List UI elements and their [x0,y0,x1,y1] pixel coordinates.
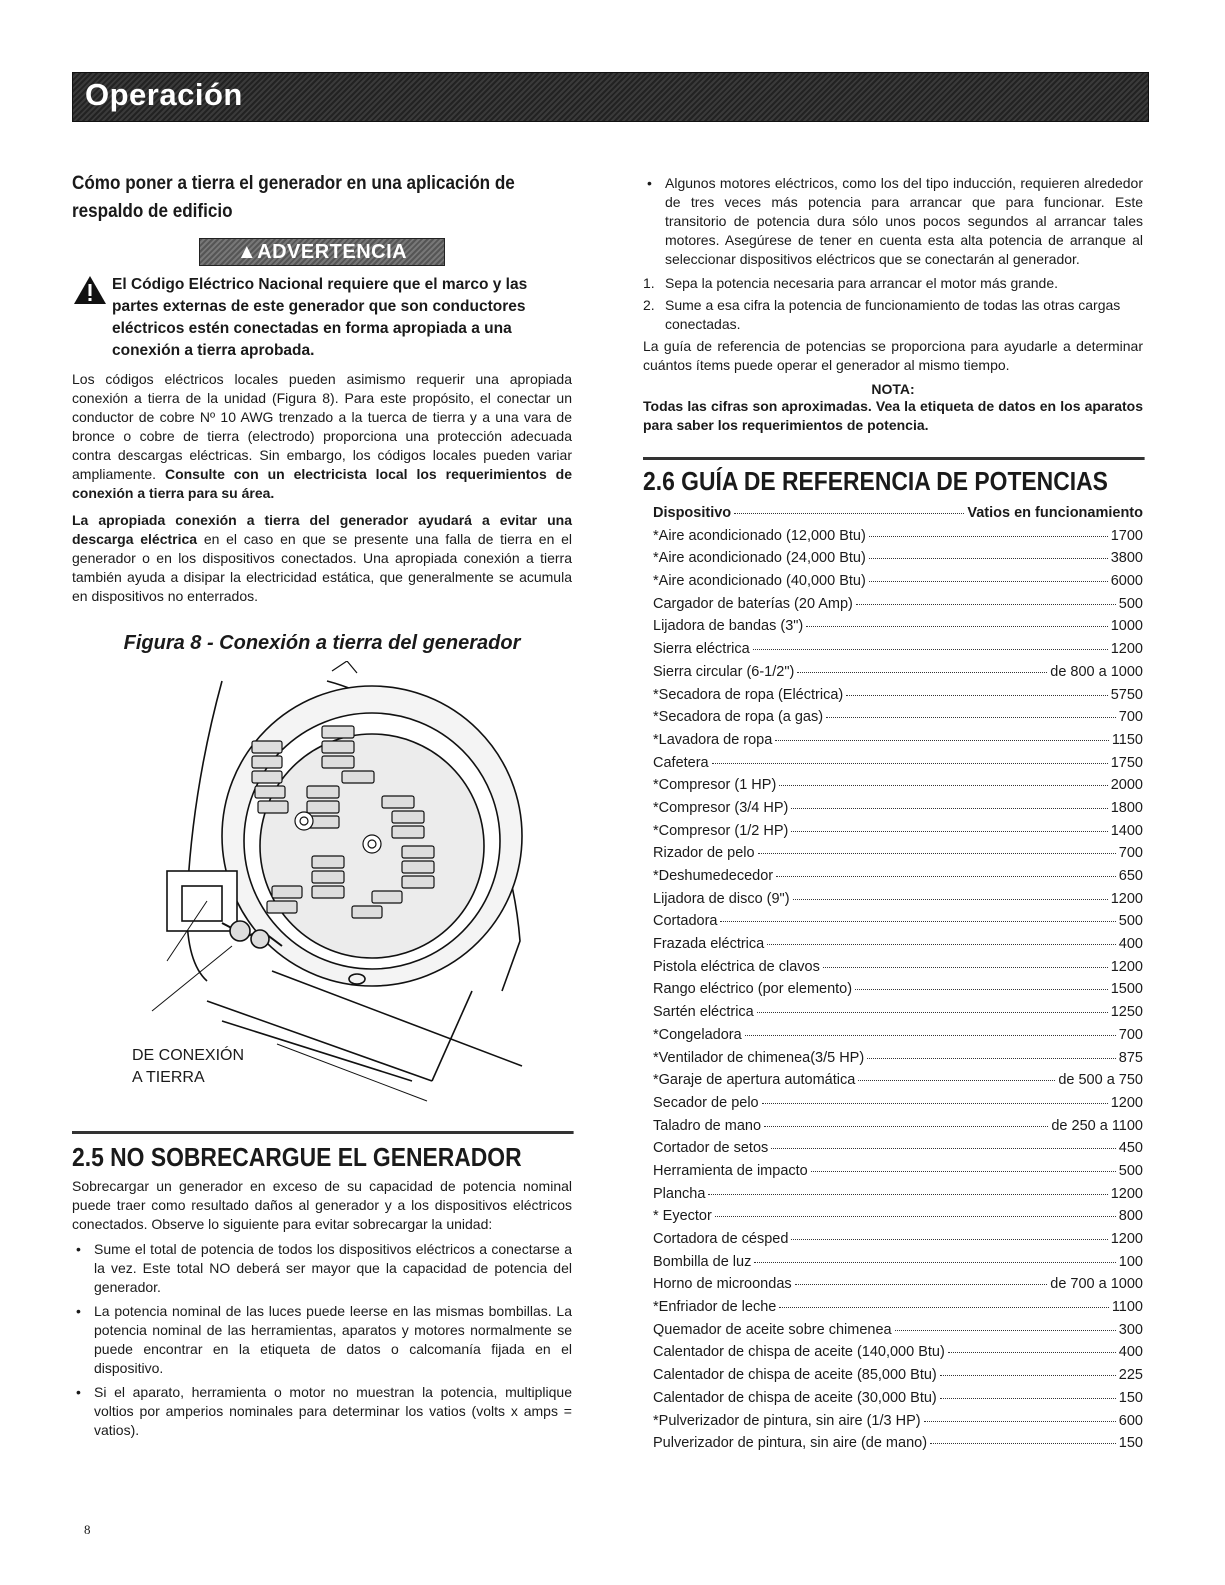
device-name: Rizador de pelo [653,845,755,862]
device-name: *Deshumedecedor [653,868,774,884]
leader-dots [779,785,1107,786]
section-banner [72,72,1149,122]
device-name: Lijadora de bandas (3") [653,618,804,635]
leader-dots [771,1148,1116,1149]
table-row [643,845,1143,868]
list-item: • Algunos motores eléctricos, como los del tipo inducción, requieren alrededor de tres veces más potencia para arrancar que para funcionar. Este transitorio de potencia dura sólo unos pocos segundos al arrancar tales motores. Asegúrese de tener en cuenta esta alta potencia de arranque al seleccionar dispositivos eléctricos que se conectarán al generador. [643,174,1143,269]
motor-bullets [643,174,1143,269]
table-row [643,528,1143,551]
device-name: Calentador de chispa de aceite (85,000 Btu) [653,1367,937,1384]
grounding-paragraph-1 [72,370,572,503]
leader-dots [793,899,1108,900]
left-column [72,170,572,1445]
table-row [643,1390,1143,1413]
table-row [643,1095,1143,1118]
note-text: Todas las cifras son aproximadas. Vea la etiqueta de datos en los aparatos para saber los requerimientos de potencia. [643,398,1143,433]
leader-dots [811,1171,1116,1172]
device-name: *Compresor (1 HP) [653,777,777,794]
grounding-heading: Cómo poner a tierra el generador en una aplicación de respaldo de edificio [72,173,515,222]
device-watts: 1800 [1110,799,1143,816]
device-name: *Ventilador de chimenea(3/5 HP) [653,1049,865,1066]
device-name: Sartén eléctrica [653,1004,754,1021]
list-item: • Sume el total de potencia de todos los dispositivos eléctricos a conectarse a la vez. Este total NO deberá ser mayor que la capacidad de potencia del generador. [72,1240,572,1297]
device-name: Sierra eléctrica [653,641,750,658]
banner-title: Operación [85,77,243,112]
device-watts: 1700 [1110,527,1143,544]
grounding-paragraph-2 [72,511,572,606]
device-watts: 1400 [1110,822,1143,839]
table-row [643,1322,1143,1345]
device-name: Cortadora [653,913,718,930]
device-name: Herramienta de impacto [653,1162,808,1179]
leader-dots [858,1080,1055,1081]
table-row [643,1344,1143,1367]
leader-dots [712,763,1108,764]
table-row [643,1050,1143,1073]
device-name: *Compresor (3/4 HP) [653,799,789,816]
column-header-watts: Vatios en funcionamiento [967,505,1143,521]
device-watts: 1200 [1110,958,1143,975]
table-row [643,709,1143,732]
note-title: NOTA: [871,381,915,397]
steps-list [643,274,1143,334]
device-watts: 650 [1118,868,1143,884]
table-row [643,641,1143,664]
figure-label-line-1: DE CONEXIÓN [132,1047,245,1064]
device-watts: 1000 [1110,618,1143,635]
device-name: *Aire acondicionado (24,000 Btu) [653,550,866,567]
device-name: Frazada eléctrica [653,936,765,953]
device-watts: 500 [1118,913,1143,930]
leader-dots [753,649,1108,650]
leader-dots [795,1284,1048,1285]
table-row [643,1208,1143,1231]
device-watts: 100 [1118,1253,1143,1270]
leader-dots [856,604,1116,605]
device-name: Cafetera [653,754,709,771]
device-watts: 1200 [1110,1094,1143,1111]
device-watts: de 700 a 1000 [1050,1276,1143,1293]
step-text: Sume a esa cifra la potencia de funcionamiento de todas las otras cargas conectadas. [665,297,1121,332]
device-watts: 700 [1118,845,1143,862]
table-row [643,936,1143,959]
table-row [643,1118,1143,1141]
device-name: *Enfriador de leche [653,1299,777,1316]
table-row [643,1004,1143,1027]
section-25-heading: 2.5 NO SOBRECARGUE EL GENERADOR [72,1131,574,1173]
table-row [643,868,1143,891]
table-row [643,823,1143,846]
table-header-row [643,505,1143,528]
device-watts: 1500 [1110,981,1143,998]
device-watts: 300 [1118,1321,1143,1338]
step-number: 2. [643,297,655,313]
grounding-p1-bold: Consulte con un electricista local los requerimientos de conexión a tierra para su área. [72,466,573,501]
device-watts: 3800 [1110,550,1143,567]
table-row [643,1231,1143,1254]
list-item: • Si el aparato, herramienta o motor no muestran la potencia, multiplique voltios por amperios nominales para determinar los vatios (volts x amps = vatios). [72,1383,572,1440]
device-watts: 1750 [1110,754,1143,771]
guide-intro: La guía de referencia de potencias se proporciona para ayudarle a determinar cuántos ítems puede operar el generador al mismo tiempo. [643,338,1143,373]
device-watts: 450 [1118,1140,1143,1157]
device-watts: 400 [1118,936,1143,953]
table-row [643,1072,1143,1095]
leader-dots [869,558,1108,559]
leader-dots [940,1398,1116,1399]
table-row [643,755,1143,778]
leader-dots [895,1330,1116,1331]
device-watts: 150 [1118,1435,1143,1452]
leader-dots [754,1262,1115,1263]
leader-dots [940,1375,1116,1376]
table-row [643,1027,1143,1050]
device-watts: 1200 [1110,641,1143,658]
table-row [643,664,1143,687]
table-row [643,1276,1143,1299]
leader-dots [715,1216,1116,1217]
table-row [643,1140,1143,1163]
device-name: Sierra circular (6-1/2") [653,663,795,680]
page-number: 8 [84,1522,91,1537]
leader-dots [869,581,1108,582]
step-number: 1. [643,275,655,291]
leader-dots [791,831,1107,832]
list-item: • La potencia nominal de las luces puede leerse en las mismas bombillas. La potencia nominal de las herramientas, aparatos y motores normalmente se puede encontrar en la etiqueta de datos o calcomanía fijada en el dispositivo. [72,1302,572,1378]
figure-title: Figura 8 - Conexión a tierra del generador [123,632,521,654]
leader-dots [708,1194,1107,1195]
table-row [643,618,1143,641]
device-name: Calentador de chispa de aceite (30,000 Btu) [653,1389,937,1406]
device-name: * Eyector [653,1208,712,1225]
leader-dots [791,1239,1107,1240]
device-watts: 6000 [1110,573,1143,590]
leader-dots [776,876,1116,877]
grounding-p1-text: Los códigos eléctricos locales pueden asimismo requerir una apropiada conexión a tierra de la unidad (Figura 8). Para este propósito, el conectar un conductor de cobre Nº 10 AWG trenzado a la tuerca de tierra y a una vara de bronce o cobre de tierra (electrodo) proporciona una protección adecuada contra descargas eléctricas. Sin embargo, los códigos locales pueden variar ampliamente. [72,371,572,482]
device-watts: 150 [1118,1389,1143,1406]
device-watts: de 500 a 750 [1058,1072,1143,1089]
device-watts: 700 [1118,709,1143,726]
leader-dots [948,1352,1116,1353]
device-name: Pulverizador de pintura, sin aire (de mano) [653,1435,928,1452]
leader-dots [764,1126,1048,1127]
device-name: Calentador de chispa de aceite (140,000 Btu) [653,1344,945,1361]
device-watts: 5750 [1110,686,1143,703]
leader-dots [867,1058,1116,1059]
device-watts: 875 [1118,1049,1143,1066]
table-row [643,1435,1143,1458]
leader-dots [779,1307,1108,1308]
table-row [643,913,1143,936]
device-watts: 225 [1118,1367,1143,1384]
step-item [643,296,1143,334]
leader-dots [745,1035,1116,1036]
grounding-p2-bold: La apropiada conexión a tierra del generador ayudará a evitar una descarga eléctrica [72,512,572,547]
device-name: *Aire acondicionado (40,000 Btu) [653,573,866,590]
leader-dots [757,1012,1108,1013]
device-name: *Garaje de apertura automática [653,1072,856,1089]
device-name: *Congeladora [653,1026,742,1043]
leader-dots [720,921,1115,922]
leader-dots [791,808,1107,809]
warning-icon [72,274,112,362]
device-watts: 1200 [1110,1185,1143,1202]
device-name: *Aire acondicionado (12,000 Btu) [653,527,866,544]
table-row [643,777,1143,800]
leader-dots [797,672,1047,673]
leader-dots [855,989,1108,990]
device-name: *Secadora de ropa (a gas) [653,709,824,726]
device-name: Cargador de baterías (20 Amp) [653,595,853,612]
table-row [643,959,1143,982]
table-row [643,1299,1143,1322]
table-row [643,687,1143,710]
device-name: Plancha [653,1185,706,1202]
device-watts: 2000 [1110,777,1143,794]
device-watts: 1150 [1111,731,1143,748]
leader-dots [924,1421,1116,1422]
device-name: *Compresor (1/2 HP) [653,822,789,839]
table-row [643,1254,1143,1277]
device-watts: 600 [1118,1412,1143,1429]
device-watts: 700 [1118,1026,1143,1043]
leader-dots [762,1103,1108,1104]
column-header-device: Dispositivo [653,505,732,521]
table-row [643,596,1143,619]
figure-label [132,1045,244,1089]
device-watts: 500 [1118,1162,1143,1179]
device-name: Pistola eléctrica de clavos [653,958,820,975]
leader-dots [734,513,964,514]
right-column [643,174,1143,1458]
figure-label-line-2: A TIERRA [132,1069,205,1086]
device-name: *Secadora de ropa (Eléctrica) [653,686,844,703]
table-row [643,1367,1143,1390]
overload-bullets [72,1240,572,1440]
device-name: Quemador de aceite sobre chimenea [653,1321,892,1338]
leader-dots [767,944,1116,945]
leader-dots [806,626,1107,627]
warning-block [72,274,572,362]
table-row [643,1163,1143,1186]
warning-label-text: ADVERTENCIA [257,241,408,263]
leader-dots [846,695,1108,696]
leader-dots [826,717,1116,718]
device-name: *Lavadora de ropa [653,731,773,748]
table-row [643,732,1143,755]
device-name: Taladro de mano [653,1117,762,1134]
table-row [643,550,1143,573]
leader-dots [823,967,1108,968]
section-26-heading: 2.6 GUÍA DE REFERENCIA DE POTENCIAS [643,457,1145,497]
table-row [643,891,1143,914]
device-name: Cortadora de césped [653,1231,789,1247]
table-row [643,573,1143,596]
warning-triangle-icon: ▲ [236,241,258,263]
table-row [643,1413,1143,1436]
device-name: Lijadora de disco (9") [653,890,790,907]
figure-8 [72,661,572,1131]
leader-dots [758,853,1116,854]
table-row [643,1186,1143,1209]
device-watts: de 800 a 1000 [1050,663,1143,680]
device-name: Rango eléctrico (por elemento) [653,981,853,998]
device-watts: 1250 [1110,1004,1143,1021]
warning-text: El Código Eléctrico Nacional requiere que el marco y las partes externas de este generador que son conductores eléctricos estén conectadas en forma apropiada a una conexión a tierra aprobada. [112,276,528,359]
device-watts: de 250 a 1100 [1051,1117,1143,1134]
device-watts: 1100 [1111,1299,1143,1316]
table-row [643,981,1143,1004]
grounding-p2-text: en el caso en que se presente una falla de tierra en el generador o en los dispositivos conectados. Una apropiada conexión a tierra también ayuda a disipar la electricidad estática, que generalmente se acumula en dispositivos no enterrados. [72,531,572,604]
leader-dots [775,740,1108,741]
device-watts: 800 [1118,1208,1143,1225]
step-item [643,274,1143,293]
leader-dots [869,536,1108,537]
device-name: Bombilla de luz [653,1253,752,1270]
device-name: Horno de microondas [653,1276,792,1293]
device-name: Secador de pelo [653,1094,759,1111]
table-row [643,800,1143,823]
device-watts: 1200 [1110,890,1143,907]
power-table [643,505,1143,1458]
device-watts: 500 [1118,595,1143,612]
device-name: Cortador de setos [653,1140,769,1157]
device-watts: 400 [1118,1344,1143,1361]
leader-dots [930,1443,1116,1444]
step-text: Sepa la potencia necesaria para arrancar el motor más grande. [665,275,1058,291]
warning-label [199,238,445,266]
device-watts: 1200 [1110,1231,1143,1247]
section-25-intro: Sobrecargar un generador en exceso de su capacidad de potencia nominal puede traer como resultado daños al generador y a los dispositivos eléctricos conectados. Observe lo siguiente para evitar sobrecargar la unidad: [72,1178,572,1232]
device-name: *Pulverizador de pintura, sin aire (1/3 HP) [653,1412,921,1429]
